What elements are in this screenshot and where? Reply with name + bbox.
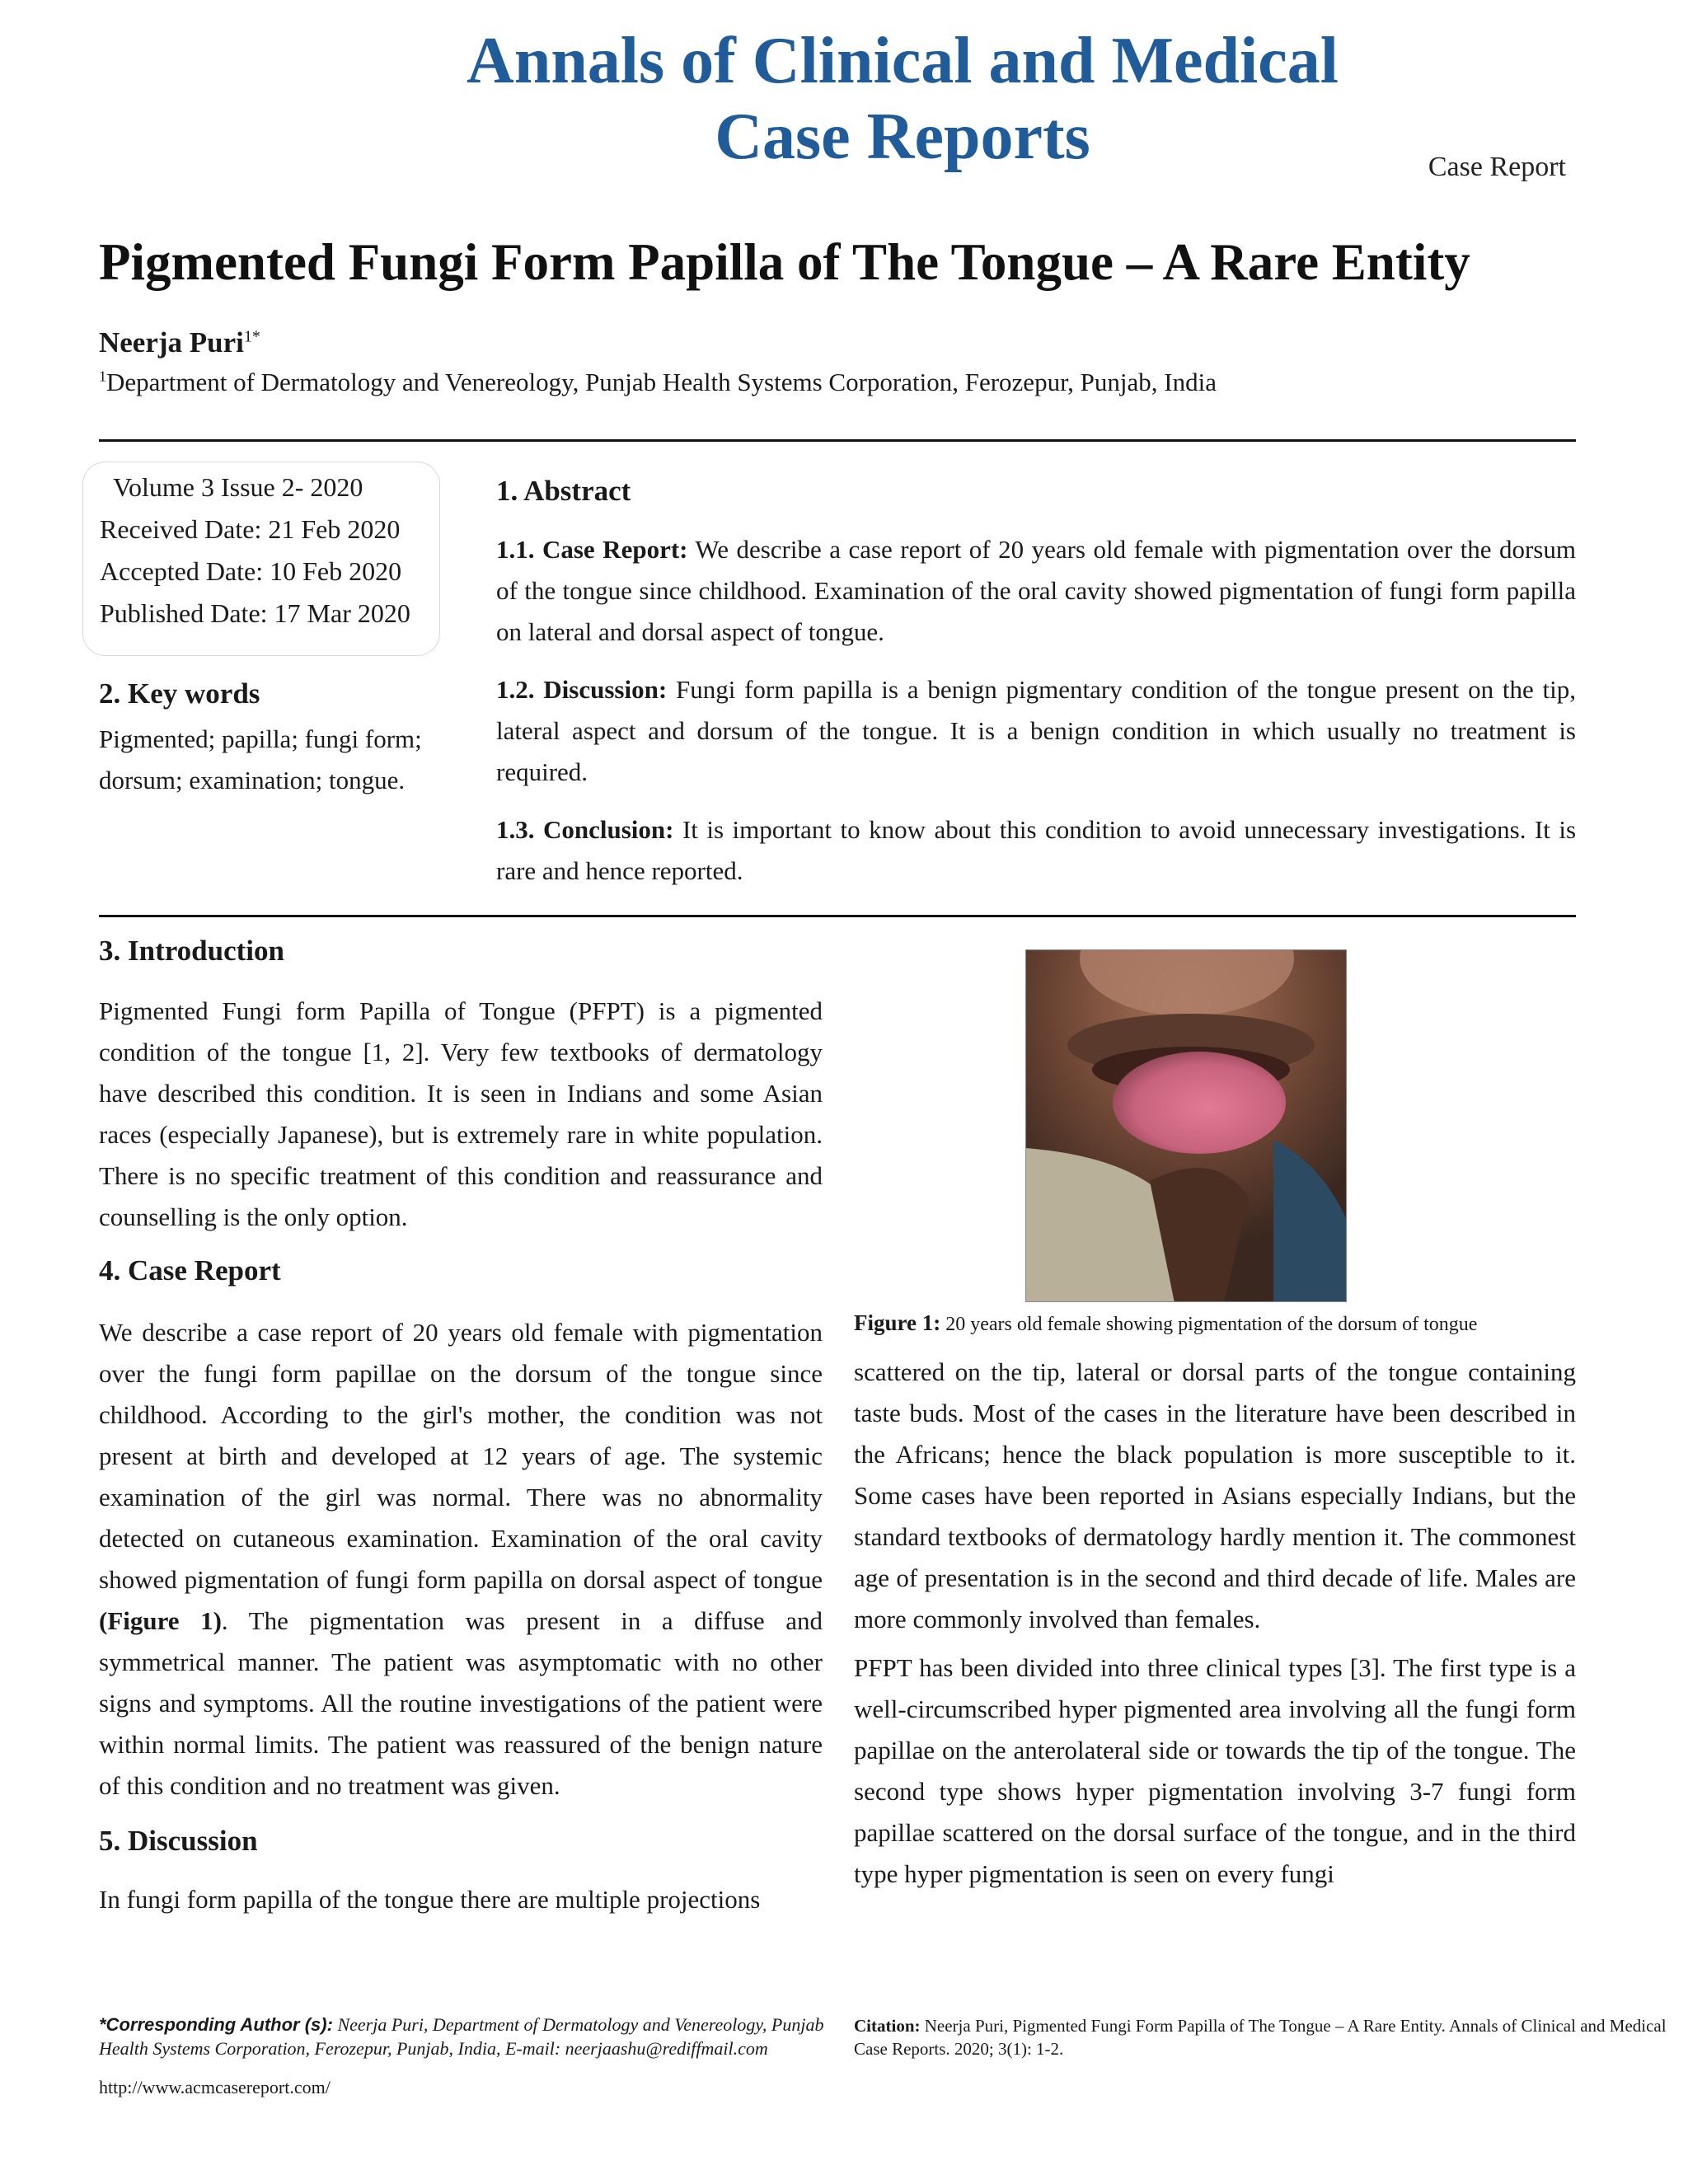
discussion-text-continued: scattered on the tip, lateral or dorsal parts of the tongue containing taste buds. Most of the cases in the literature have been described in the Africans; hence the black population is more susceptible to it. Some cases have been reported in Asians especially Indians, but the standard textbooks of dermatology hardly mention it. The commonest age of presentation is in the second and third decade of life. Males are more commonly involved than females. <box>854 1357 1576 1633</box>
citation-text: Neerja Puri, Pigmented Fungi Form Papilla of The Tongue – A Rare Entity. Annals of Clinical and Medical Case Reports. 2020; 3(1): 1-2. <box>854 2016 1667 2059</box>
introduction-text: Pigmented Fungi form Papilla of Tongue (PFPT) is a pigmented condition of the tongue [1, 2]. Very few textbooks of dermatology have described this condition. It is seen in Indians and some Asian races (especially Japanese), but is extremely rare in white population. There is no specific treatment of this condition and reassurance and counselling is the only option. <box>99 996 823 1231</box>
author-sup: 1* <box>243 327 260 346</box>
abstract-discussion-text: Fungi form papilla is a benign pigmentary condition of the tongue present on the tip, lateral aspect and dorsum of the tongue. It is a benign condition in which usually no treatment is required. <box>496 675 1577 786</box>
accepted-date: Accepted Date: 10 Feb 2020 <box>100 556 402 586</box>
keywords <box>99 719 445 801</box>
divider-mid <box>99 915 1576 917</box>
abstract-case-report <box>496 529 1576 653</box>
journal-title-line2: Case Reports <box>715 101 1090 173</box>
article-info-box <box>82 462 440 656</box>
abstract-case-label: 1.1. Case Report: <box>496 535 688 564</box>
figure-reference: (Figure 1) <box>99 1606 222 1635</box>
received-date: Received Date: 21 Feb 2020 <box>100 514 401 544</box>
volume-info: Volume 3 Issue 2- 2020 <box>113 472 363 502</box>
article-title: Pigmented Fungi Form Papilla of The Tongue – A Rare Entity <box>99 233 1470 291</box>
abstract-discussion <box>496 669 1576 793</box>
abstract-case-text: We describe a case report of 20 years old female with pigmentation over the dorsum of the tongue since childhood. Examination of the oral cavity showed pigmentation of fungi form papilla on lateral and dorsal aspect of tongue. <box>496 535 1576 646</box>
author <box>99 326 260 359</box>
keywords-line1: Pigmented; papilla; fungi form; <box>99 724 422 753</box>
figure-1-caption <box>854 1310 1477 1336</box>
divider-top <box>99 439 1576 442</box>
discussion-paragraph-2: PFPT has been divided into three clinical types [3]. The first type is a well-circumscribed hyper pigmented area involving all the fungi form papillae on the anterolateral side or towards the tip of the tongue. The second type shows hyper pigmentation involving 3-7 fungi form papillae scattered on the dorsal surface of the tongue, and in the third type hyper pigmentation is seen on every fungi <box>854 1653 1576 1888</box>
discussion-heading: 5. Discussion <box>99 1825 258 1857</box>
discussion-text-start: In fungi form papilla of the tongue there are multiple projections <box>99 1885 761 1914</box>
case-report-text <box>99 1312 823 1807</box>
case-report-text-before: We describe a case report of 20 years old female with pigmentation over the fungi form papillae on the dorsum of the tongue since childhood. According to the girl's mother, the condition was not present at birth and developed at 12 years of age. The systemic examination of the girl was normal. There was no abnormality detected on cutaneous examination. Examination of the oral cavity showed pigmentation of fungi form papilla on dorsal aspect of tongue <box>99 1318 823 1594</box>
keywords-line2: dorsum; examination; tongue. <box>99 766 406 794</box>
affiliation <box>99 368 1217 397</box>
abstract-conclusion <box>496 809 1576 892</box>
affiliation-sup: 1 <box>99 368 106 385</box>
figure-1-caption-text: 20 years old female showing pigmentation of the dorsum of tongue <box>940 1314 1478 1335</box>
case-report-text-after: . The pigmentation was present in a diffuse and symmetrical manner. The patient was asymptomatic with no other signs and symptoms. All the routine investigations of the patient were within normal limits. The patient was reassured of the benign nature of this condition and no treatment was given. <box>99 1606 823 1800</box>
abstract-heading: 1. Abstract <box>496 475 631 507</box>
introduction-heading: 3. Introduction <box>99 935 284 967</box>
corresponding-author <box>99 2013 832 2060</box>
tongue-photo-icon <box>1026 950 1347 1302</box>
abstract-discussion-label: 1.2. Discussion: <box>496 675 668 704</box>
figure-1-label: Figure 1: <box>854 1310 941 1335</box>
citation <box>854 2014 1686 2060</box>
citation-label: Citation: <box>854 2016 921 2036</box>
article-type: Case Report <box>1428 152 1566 182</box>
keywords-heading: 2. Key words <box>99 677 260 710</box>
case-report-heading: 4. Case Report <box>99 1254 281 1286</box>
corresponding-author-label: *Corresponding Author (s): <box>99 2014 333 2035</box>
journal-url[interactable]: http://www.acmcasereport.com/ <box>99 2077 331 2097</box>
published-date: Published Date: 17 Mar 2020 <box>100 598 410 628</box>
journal-title-line1: Annals of Clinical and Medical <box>467 25 1339 97</box>
author-name: Neerja Puri <box>99 326 244 359</box>
abstract-conclusion-text: It is important to know about this condition to avoid unnecessary investigations. It is rare and hence reported. <box>496 815 1577 885</box>
corresponding-author-text: Neerja Puri, Department of Dermatology and Venereology, Punjab Health Systems Corporation, Ferozepur, Punjab, India, E-mail: neerjaashu@rediffmail.com <box>99 2014 824 2059</box>
affiliation-text: Department of Dermatology and Venereology, Punjab Health Systems Corporation, Ferozepur, Punjab, India <box>106 368 1217 396</box>
figure-1-photo <box>1025 949 1347 1302</box>
abstract-conclusion-label: 1.3. Conclusion: <box>496 815 674 844</box>
